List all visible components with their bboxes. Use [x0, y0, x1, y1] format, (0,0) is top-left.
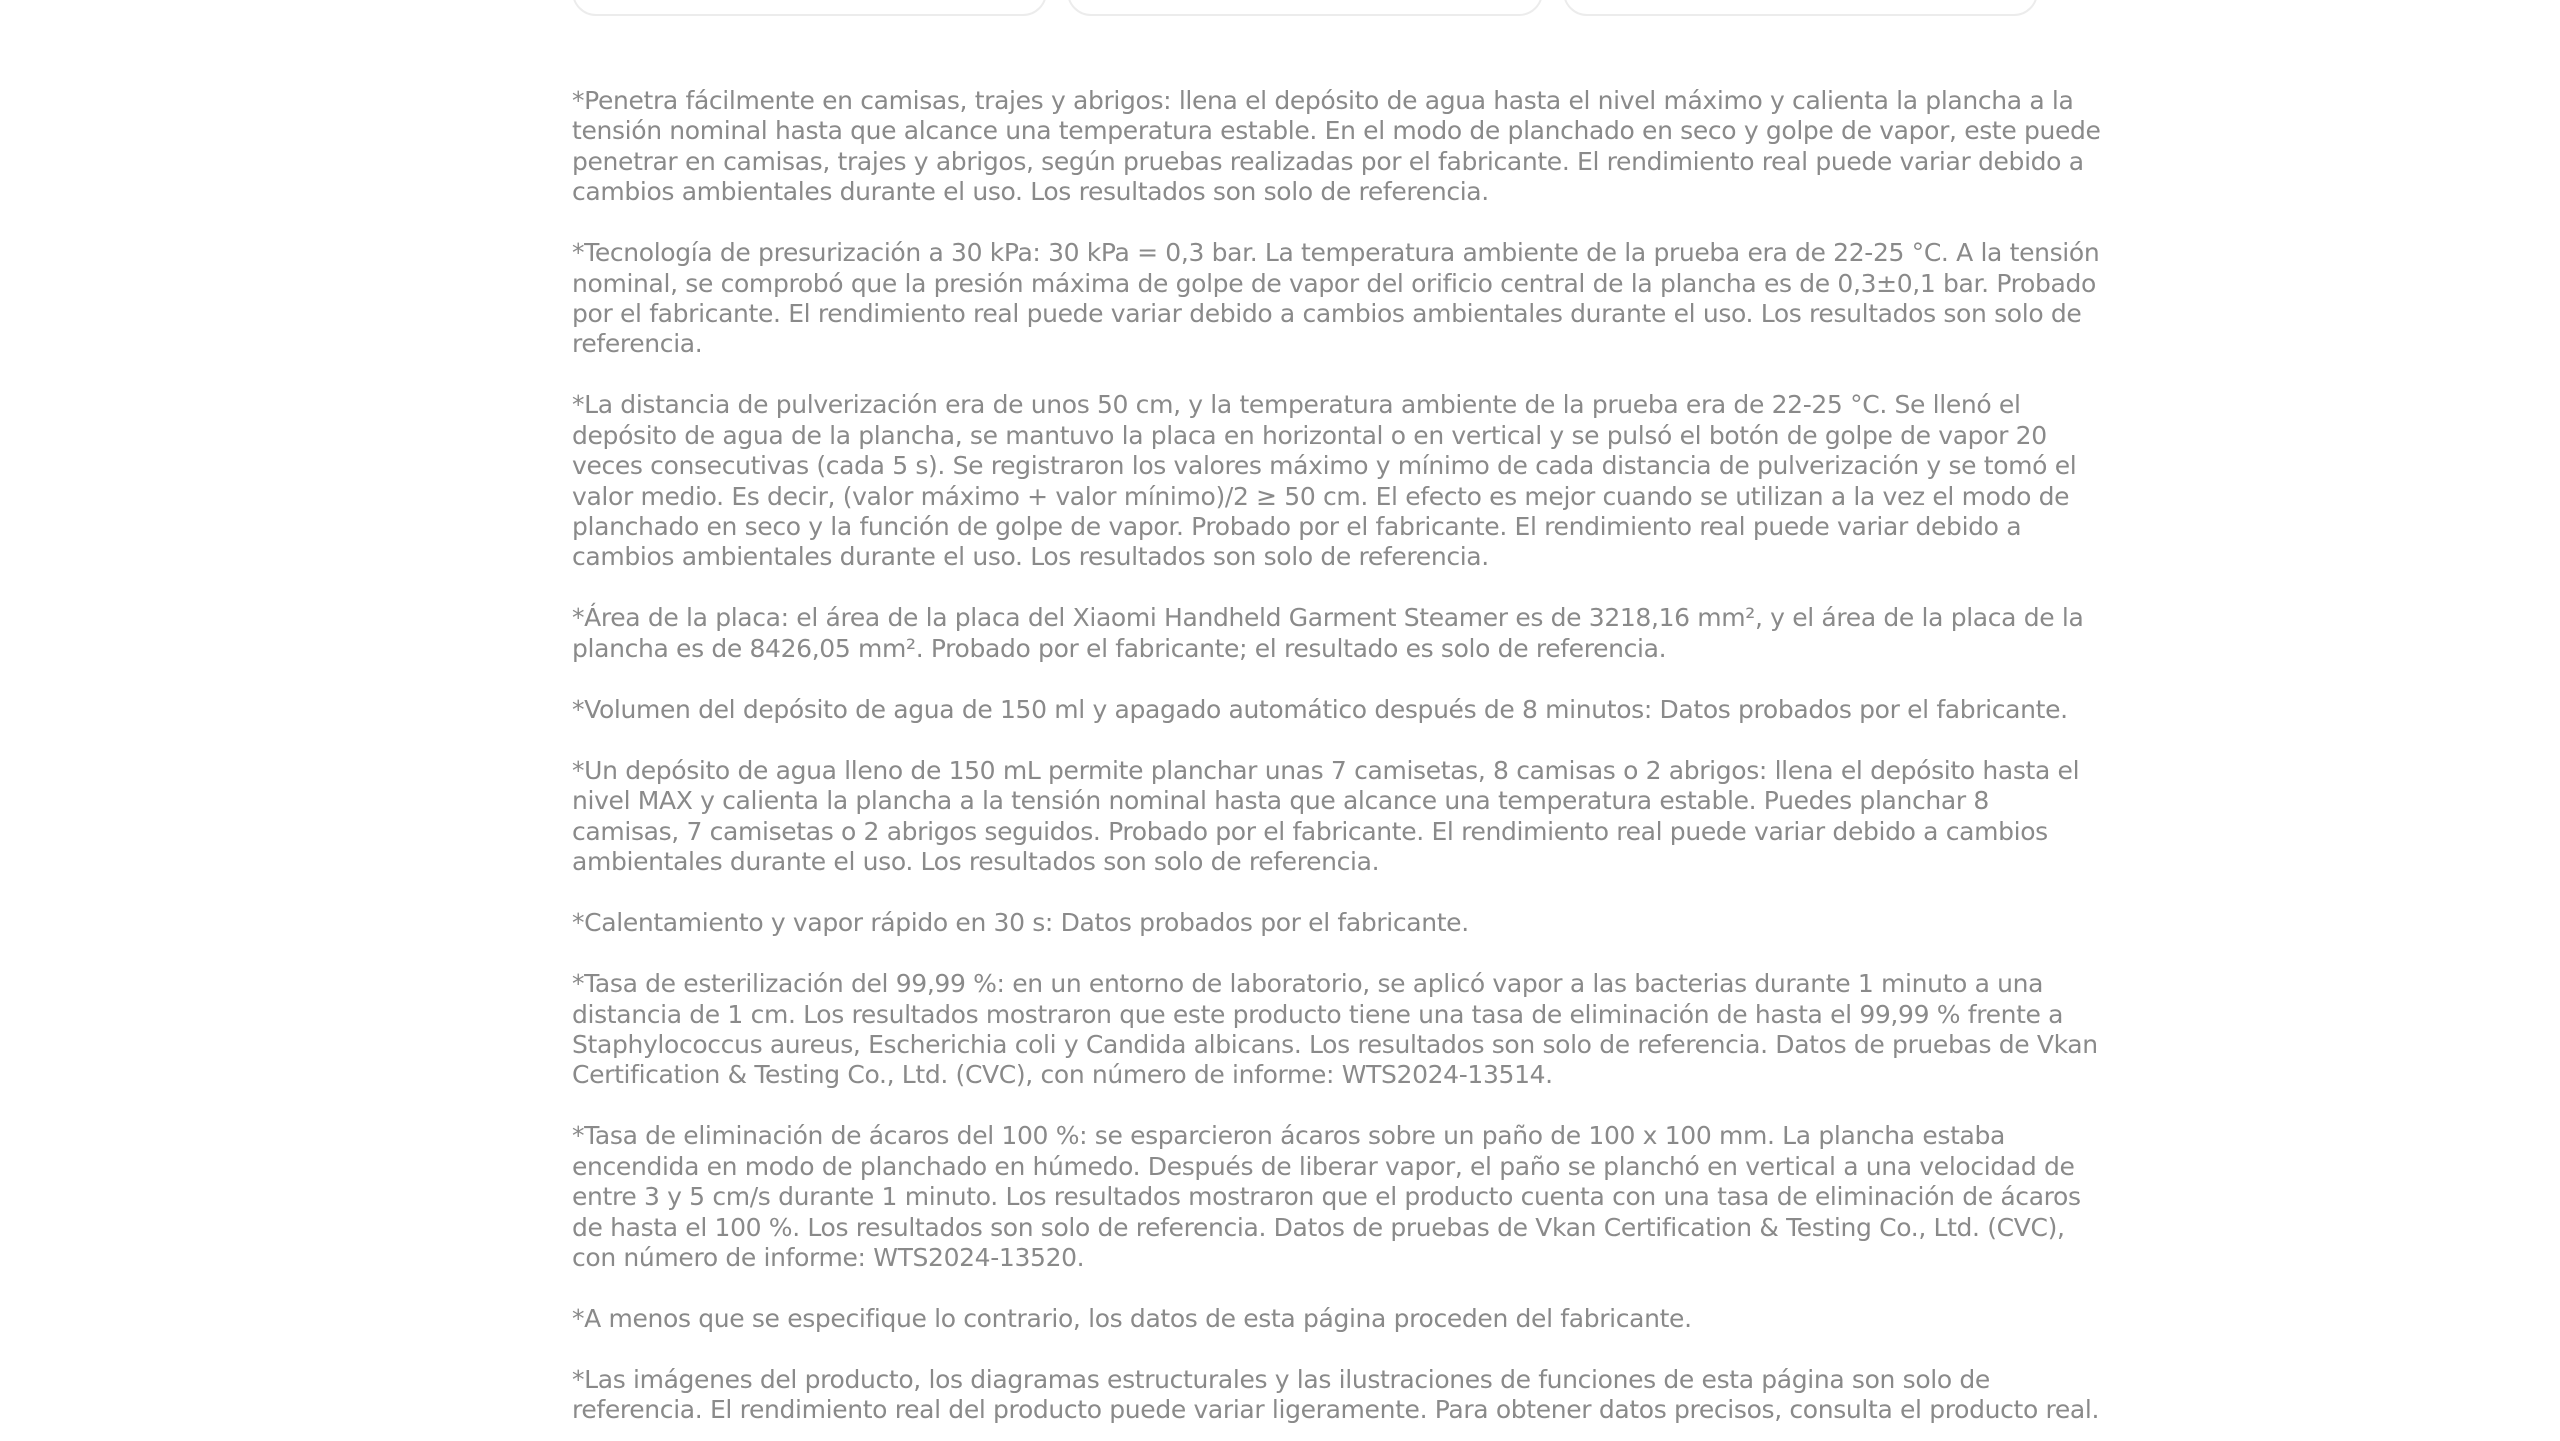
- note-fast-heating: *Calentamiento y vapor rápido en 30 s: Datos probados por el fabricante.: [572, 908, 1469, 938]
- top-card-3[interactable]: [1563, 0, 2038, 16]
- note-data-source: *A menos que se especifique lo contrario, los datos de esta página proceden del fabricante.: [572, 1303, 1692, 1333]
- top-card-2[interactable]: [1067, 0, 1542, 16]
- note-sterilization-rate: *Tasa de esterilización del 99,99 %: en un entorno de laboratorio, se aplicó vapor a las bacterias durante 1 minuto a una distancia de 1 cm. Los resultados mostraron que este producto tiene una tasa de eliminación de hasta el 99,99 % frente a Staphylococcus aureus, Escherichia coli y Candida albicans. Los resultados son solo de referencia. Datos de pruebas de Vkan Certification & Testing Co., Ltd. (CVC), con número de informe: WTS2024-13514.: [572, 969, 2098, 1090]
- note-plate-area: *Área de la placa: el área de la placa del Xiaomi Handheld Garment Steamer es de 3218,16 mm², y el área de la placa de la plancha es de 8426,05 mm². Probado por el fabricante; el resultado es solo de referencia.: [572, 603, 2084, 663]
- top-card-1[interactable]: [572, 0, 1047, 16]
- note-penetration: *Penetra fácilmente en camisas, trajes y abrigos: llena el depósito de agua hasta el nivel máximo y calienta la plancha a la tensión nominal hasta que alcance una temperatura estable. En el modo de planchado en seco y golpe de vapor, este puede penetrar en camisas, trajes y abrigos, según pruebas realizadas por el fabricante. El rendimiento real puede variar debido a cambios ambientales durante el uso. Los resultados son solo de referencia.: [572, 86, 2101, 207]
- note-mite-removal-rate: *Tasa de eliminación de ácaros del 100 %: se esparcieron ácaros sobre un paño de 100 x 100 mm. La plancha estaba encendida en modo de planchado en húmedo. Después de liberar vapor, el paño se planchó en vertical a una velocidad de entre 3 y 5 cm/s durante 1 minuto. Los resultados mostraron que el producto cuenta con una tasa de eliminación de ácaros de hasta el 100 %. Los resultados son solo de referencia. Datos de pruebas de Vkan Certification & Testing Co., Ltd. (CVC), con número de informe: WTS2024-13520.: [572, 1121, 2081, 1272]
- note-full-tank-capacity: *Un depósito de agua lleno de 150 mL permite planchar unas 7 camisetas, 8 camisas o 2 abrigos: llena el depósito hasta el nivel MAX y calienta la plancha a la tensión nominal hasta que alcance una temperatura estable. Puedes planchar 8 camisas, 7 camisetas o 2 abrigos seguidos. Probado por el fabricante. El rendimiento real puede variar debido a cambios ambientales durante el uso. Los resultados son solo de referencia.: [572, 755, 2080, 877]
- disclaimer-notes: [572, 86, 2102, 1426]
- note-tank-volume: *Volumen del depósito de agua de 150 ml y apagado automático después de 8 minutos: Datos probados por el fabricante.: [572, 694, 2068, 724]
- note-pressurization: *Tecnología de presurización a 30 kPa: 30 kPa = 0,3 bar. La temperatura ambiente de la prueba era de 22-25 °C. A la tensión nominal, se comprobó que la presión máxima de golpe de vapor del orificio central de la plancha es de 0,3±0,1 bar. Probado por el fabricante. El rendimiento real puede variar debido a cambios ambientales durante el uso. Los resultados son solo de referencia.: [572, 238, 2100, 359]
- note-spray-distance: *La distancia de pulverización era de unos 50 cm, y la temperatura ambiente de la prueba era de 22-25 °C. Se llenó el depósito de agua de la plancha, se mantuvo la placa en horizontal o en vertical y se pulsó el botón de golpe de vapor 20 veces consecutivas (cada 5 s). Se registraron los valores máximo y mínimo de cada distancia de pulverización y se tomó el valor medio. Es decir, (valor máximo + valor mínimo)/2 ≥ 50 cm. El efecto es mejor cuando se utilizan a la vez el modo de planchado en seco y la función de golpe de vapor. Probado por el fabricante. El rendimiento real puede variar debido a cambios ambientales durante el uso. Los resultados son solo de referencia.: [572, 390, 2077, 572]
- note-images-reference: *Las imágenes del producto, los diagramas estructurales y las ilustraciones de funciones de esta página son solo de referencia. El rendimiento real del producto puede variar ligeramente. Para obtener datos precisos, consulta el producto real.: [572, 1364, 2100, 1425]
- top-card-row: [572, 0, 2038, 16]
